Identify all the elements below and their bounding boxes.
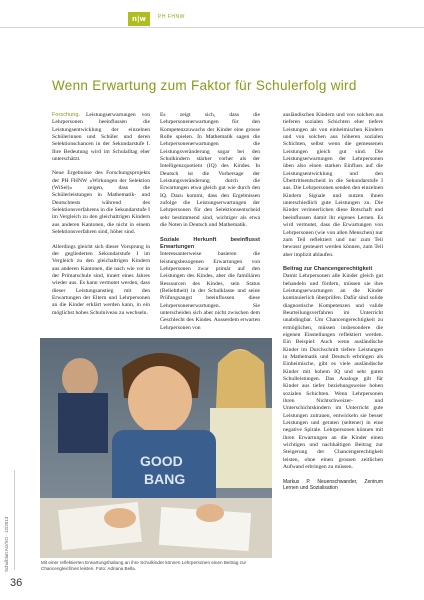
column-2 (160, 112, 260, 339)
paragraph: Allerdings gleicht sich dieser Vorsprung in der gegliederten Sekundarstufe I im Vergleich zu den gleichaltrigen Kindern aus anderen Kantonen, die nach wie vor in der Primarschule sind, innert eines Jahres wieder aus. Es kann vermutet werden, dass dieser Leistungsanstieg mit den Erwartungen der Eltern und Lehrpersonen an die Kinder erklärt werden kann, in ein möglichst hohes Schulniveau zu wechseln. (52, 243, 150, 316)
subheading: Beitrag zur Chancengerechtigkeit (283, 265, 373, 272)
header-rule (0, 27, 424, 28)
classroom-photo-illustration (40, 338, 272, 558)
side-divider (14, 470, 15, 570)
photo-caption: Mit einer reflektierten Erwartungshaltung an ihre Schulkinder können Lehrpersonen einen Beitrag zur Chancengleichheit leisten. Foto: Adriana Bella. (41, 560, 247, 571)
publication-info: Schulblatt AG/SO · 12/2013 (4, 516, 9, 572)
lead-paragraph (52, 112, 150, 163)
article-title: Wenn Erwartung zum Faktor für Schulerfolg wird (52, 78, 357, 93)
paragraph: Neue Ergebnisse des Forschungsprojekts der PH FHNW «Wirkungen der Selektion (WiSel)» zeigen, dass die Schülerleistungen in Mathematik- und Deutschtests während des Selektionsverfahrens in die Sekundarstufe I im Vergleich zu den gleichaltrigen Kindern aus anderen Kantonen, die nicht in einem Selektionsverfahren sind, höher sind. (52, 170, 150, 236)
column-3 (283, 112, 383, 492)
classroom-photo (40, 338, 272, 558)
paragraph: Es zeigt sich, dass die Lehrpersonenerwartungen für den Kompetenzzuwachs der Kinder eine grosse Rolle spielen. In Mathematik sagen die Lehrpersonenerwartungen die Leistungsveränderung sogar bei den Schulkindern stärker vorher als der Intelligenzquotient (IQ) des Kindes. In Deutsch ist die Vorhersage der Leistungsveränderung durch die Erwartungen etwa gleich gut wie durch den IQ. Dazu kommt, dass den Ergebnissen zufolge die Leistungserwartungen der Lehrpersonen für den Selektionsentscheid sehr bestimmend sind, wichtiger als etwa die Noten in Deutsch und Mathematik. (160, 112, 260, 229)
page-header (0, 0, 424, 45)
svg-text:BANG: BANG (144, 471, 186, 487)
column-1 (52, 112, 150, 324)
page-number: 36 (10, 577, 23, 589)
paragraph: ausländischen Kindern und von solchen aus tieferen sozialen Schichten eher tiefere Leistungen als von einheimischen Kindern und von solchen aus höheren sozialen Schichten, selbst wenn die gemessenen Leistungen gleich gut sind. Die Leistungserwartungen der Lehrpersonen üben also einen starken Einfluss auf die Leistungsentwicklung und den Übertrittsentscheid in die Sekundarstufe I aus. Die Lehrpersonen senden den einzelnen Kindern Signale und nutzen ihnen unterschiedlich gute Leistungen zu. Die Kinder verinnerlichen diese Botschaft und beeinflussen damit ihr eigenes Lernen. Es wird vermutet, dass die Erwartungen von Lehrpersonen (wie von allen Menschen) nur zum Teil reflektiert und nur zum Teil bewusst gesteuert werden können, zum Teil aber implizit ablaufen. (283, 112, 383, 258)
fhnw-logo: n|w (128, 12, 150, 26)
lead-text: Leistungserwartungen von Lehrpersonen beeinflussen die Leistungsentwicklung der einzelnen Schülerinnen und Schüler und deren Selektionschancen in der Sekundarstufe I. Ihre Bedeutung wird im Schulalltag eher unterschätzt. (52, 112, 150, 163)
lead-keyword: Forschung. (52, 112, 80, 118)
subheading: Soziale Herkunft beeinflusst Erwartungen (160, 236, 260, 250)
shirt-text: GOOD (140, 453, 183, 469)
paragraph: Damit Lehrpersonen alle Kinder gleich gut behandeln und fördern, müssen sie ihre Leistungserwartungen an die Kinder kontinuierlich überprüfen. Dafür sind solide diagnostische Kompetenzen und valide Beurteilungsverfahren im Unterricht unabdingbar. Um Chancengerechtigkeit zu ermöglichen, müssen insbesondere die eigenen Einstellungen reflektiert werden. Ein Beispiel: Auch wenn ausländische Kinder im Durchschnitt tiefere Leistungen in Mathematik und Deutsch erbringen als Einheimische, gibt es viele ausländische Kinder mit hohem IQ und sehr guten Schulleistungen. Das Analoge gilt für Kinder aus tiefer beziehungsweise hohen sozialen Schichten. Wenn Lehrpersonen ihren Nichtschweizer- und Unterschichtskindern im Unterricht gute Leistungen zutrauen, entwickeln sie besser Leistungen und geraten (seltener) in eine negative Spirale. Lehrpersonen können mit ihren Erwartungen an die Kinder einen wichtigen und nachhaltigen Beitrag zur Steigerung der Chancengerechtigkeit leisten, ohne einen grossen zeitlichen Aufwand erbringen zu müssen. (283, 273, 383, 471)
section-label: PH FHNW (158, 14, 185, 20)
author-signature: Markus P. Neuenschwander, Zentrum Lernen und Sozialisation (283, 478, 383, 491)
paragraph: Interessanterweise basieren die leistungsbezogenen Erwartungen von Lehrpersonen zwar primär auf den Leistungen des Kindes, aber die familiären Ressourcen des Kindes, sein Status (Beliebtheit) in der Schulklasse und seine Prüfungsangst beeinflussen diese Lehrpersonenerwartungen. Sie unterscheiden sich aber nicht zwischen dem Geschlecht des Kindes. Ausserdem erwarten Lehrpersonen von (160, 251, 260, 331)
